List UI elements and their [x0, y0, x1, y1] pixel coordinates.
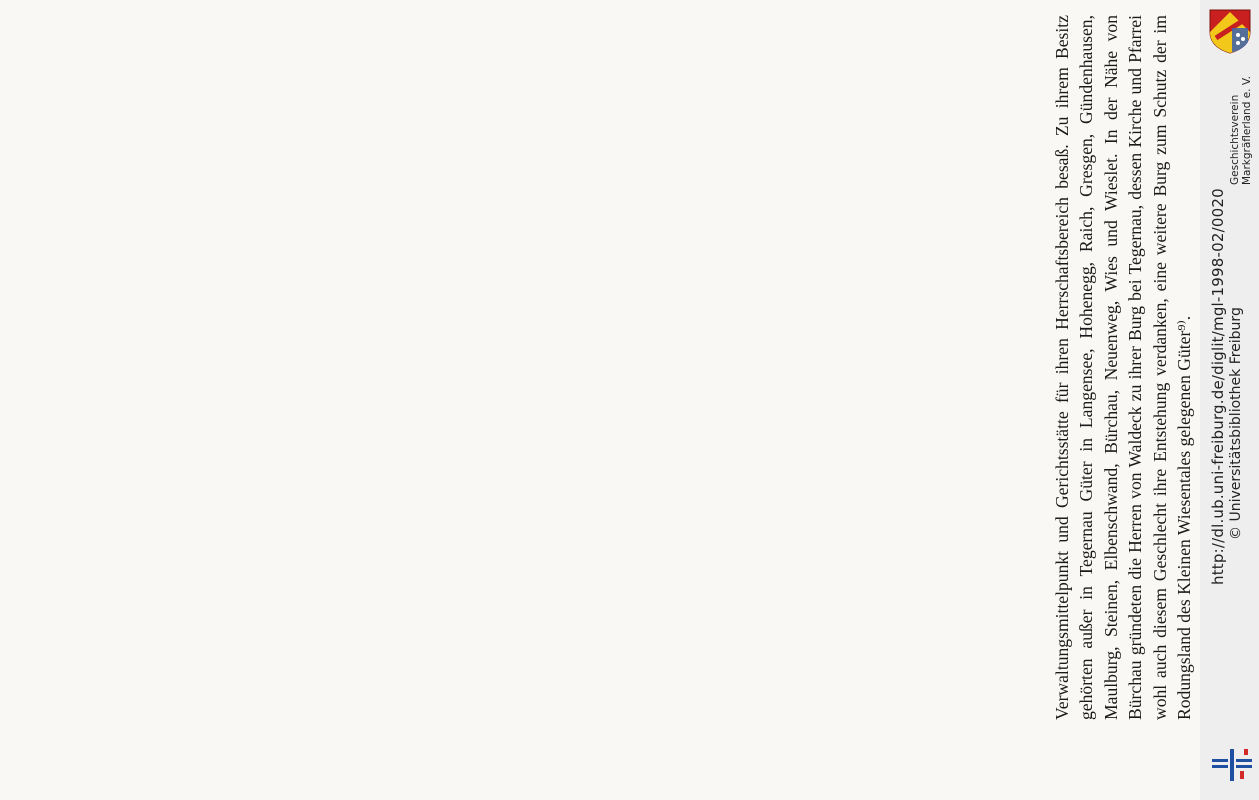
- coat-of-arms-icon: [1208, 8, 1252, 54]
- society-line-1: Geschichtsverein: [1229, 94, 1241, 185]
- rotated-page-content: [1050, 15, 1200, 720]
- society-name: [1229, 76, 1253, 185]
- society-line-2: Markgräflerland e. V.: [1241, 75, 1253, 185]
- article-text: [1050, 15, 1200, 720]
- permalink[interactable]: http://dl.ub.uni-freiburg.de/diglit/mgl-1998-02/0020: [1209, 188, 1227, 585]
- paragraph: Verwaltungsmittelpunkt und Gerichtsstätte für ihren Herrschaftsbereich besaß. Zu ihrem Besitz gehörten außer in Tegernau Güter in Langensee, Hohenegg, Raich, Gresgen, Gündenhausen, Maulburg, Steinen, Elbenschwand, Bürchau, Neuenweg, Wies und Wieslet. In der Nähe von Bürchau gründeten die Herren von Waldeck zu ihrer Burg bei Tegernau, dessen Kirche und Pfarrei wohl auch diesem Geschlecht ihre Entstehung verdanken, eine weitere Burg zum Schutz der im Rodungsland des Kleinen Wiesentales gelegenen Güter⁹⁾.: [1052, 15, 1195, 720]
- library-logo-icon: [1210, 745, 1256, 783]
- copyright-notice: © Universitätsbibliothek Freiburg: [1228, 307, 1244, 540]
